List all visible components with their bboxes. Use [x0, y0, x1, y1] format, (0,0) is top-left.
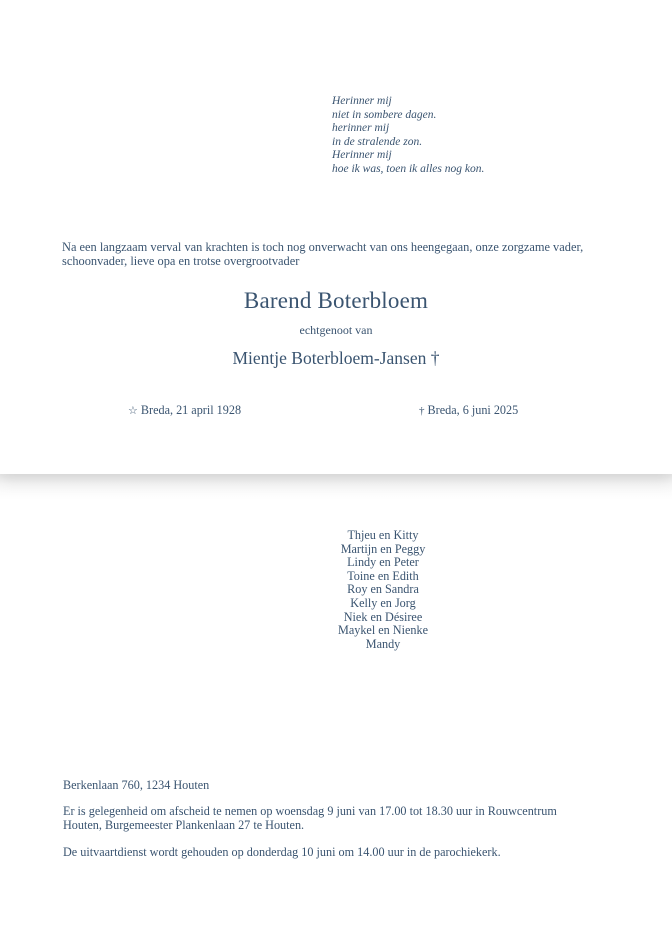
viewing-info: Er is gelegenheid om afscheid te nemen op woensdag 9 juni van 17.00 tot 18.30 uur in Rouwcentrum Houten, Burgemeester Plankenlaan 27 te Houten.	[63, 804, 557, 832]
cross-icon: †	[419, 405, 425, 417]
death-date-text: Breda, 6 juni 2025	[427, 403, 519, 417]
poem	[332, 95, 484, 177]
poem-line: herinner mij	[332, 122, 390, 135]
family-item: Martijn en Peggy	[340, 541, 426, 556]
family-item: Roy en Sandra	[347, 582, 419, 597]
service-info: De uitvaartdienst wordt gehouden op donderdag 10 juni om 14.00 uur in de parochiekerk.	[63, 845, 501, 859]
spouse-label: echtgenoot van	[299, 323, 373, 337]
family-item: Toine en Edith	[347, 568, 419, 583]
death-date	[419, 403, 518, 418]
family-item: Maykel en Nienke	[337, 623, 429, 638]
family-item: Mandy	[365, 636, 401, 651]
spouse-name: Mientje Boterbloem-Jansen †	[232, 348, 440, 368]
announcement-intro: Na een langzaam verval van krachten is toch nog onverwacht van ons heengegaan, onze zorgzame vader, schoonvader, lieve opa en trotse overgrootvader	[62, 240, 584, 268]
card-front	[0, 0, 672, 474]
birth-date-text: Breda, 21 april 1928	[140, 403, 242, 417]
family-item: Kelly en Jorg	[350, 595, 416, 610]
poem-line: Herinner mij	[332, 149, 392, 162]
birth-date	[128, 403, 241, 418]
deceased-name: Barend Boterbloem	[243, 288, 429, 313]
star-icon: ☆	[128, 405, 138, 417]
poem-line: Herinner mij	[332, 95, 392, 107]
family-item: Lindy en Peter	[347, 555, 419, 570]
poem-line: in de stralende zon.	[332, 135, 423, 148]
address: Berkenlaan 760, 1234 Houten	[63, 778, 210, 792]
poem-line: niet in sombere dagen.	[332, 108, 437, 121]
family-item: Niek en Désiree	[343, 609, 423, 624]
family-list	[283, 529, 483, 651]
poem-line: hoe ik was, toen ik alles nog kon.	[332, 162, 485, 175]
family-item: Thjeu en Kitty	[347, 528, 419, 542]
